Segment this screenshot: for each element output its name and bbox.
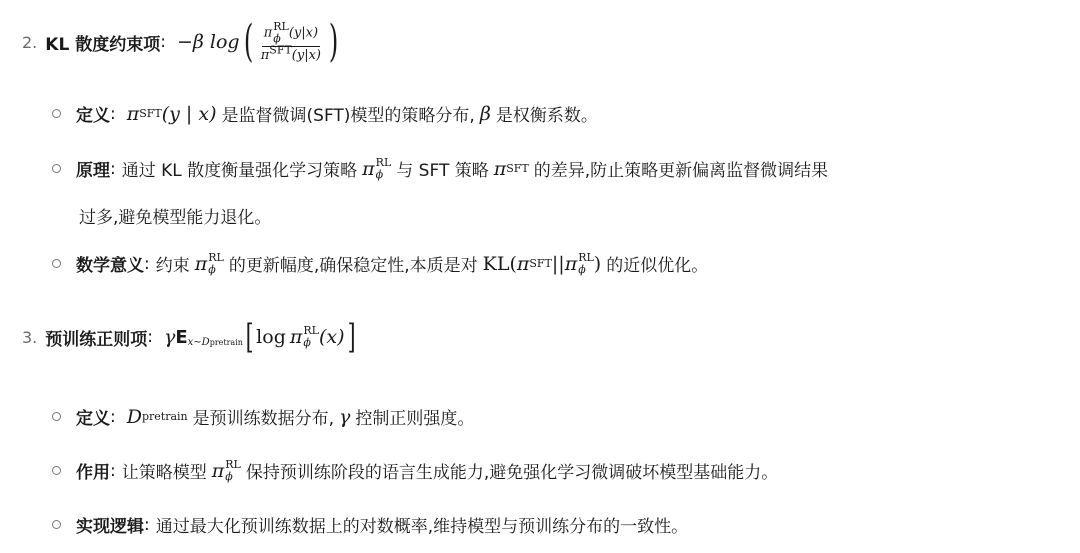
circle-bullet-icon: [52, 109, 61, 118]
minus-beta-log: −β log: [176, 31, 240, 53]
item-title: 预训练正则项: [45, 329, 148, 350]
sub-label: 定义: [76, 409, 110, 429]
circle-bullet-icon: [52, 164, 61, 173]
sub-text: 保持预训练阶段的语言生成能力,避免强化学习微调破坏模型基础能力。: [245, 463, 779, 483]
sub-label: 数学意义: [76, 256, 144, 276]
math-pi-rl: π RL ϕ: [362, 155, 392, 181]
sub-text: 控制正则强度。: [355, 409, 475, 429]
list-number: 2.: [22, 32, 38, 52]
sub-text: 通过 KL 散度衡量强化学习策略: [121, 161, 358, 181]
sub-text: 的更新幅度,确保稳定性,本质是对: [228, 256, 478, 276]
item-title: KL 散度约束项: [45, 34, 161, 55]
fraction: [259, 21, 323, 63]
sub-text: 与 SFT 策略: [396, 161, 489, 181]
circle-bullet-icon: [52, 520, 61, 529]
sub-item-principle: 原理 : 通过 KL 散度衡量强化学习策略 π RL ϕ 与 SFT 策略 π SFT 的差异,防止策略更新偏离监督微调结果: [52, 156, 828, 181]
sub-item-math-meaning: 数学意义 : 约束 π RL ϕ 的更新幅度,确保稳定性,本质是对 KL( π SFT || π RL ϕ ) 的近似优化。: [52, 251, 708, 276]
sub-text: 是预训练数据分布,: [192, 409, 335, 429]
sub-text: 是监督微调(SFT)模型的策略分布,: [221, 106, 475, 126]
sub-item-implementation: 实现逻辑 : 通过最大化预训练数据上的对数概率,维持模型与预训练分布的一致性。: [52, 512, 688, 537]
list-number: 3.: [22, 327, 38, 347]
circle-bullet-icon: [52, 466, 61, 475]
fraction-denominator: $\pi^{SFT}(y|x)$: [260, 43, 321, 63]
math-d-pretrain: D pretrain: [126, 405, 188, 428]
colon: :: [160, 32, 166, 52]
list-item-pretrain-regularizer: [22, 317, 363, 357]
math-pi-sft: π SFT: [493, 157, 529, 180]
colon: :: [147, 327, 153, 347]
sub-text: 通过最大化预训练数据上的对数概率,维持模型与预训练分布的一致性。: [155, 517, 689, 537]
math-pi-rl: π RL ϕ: [194, 250, 224, 276]
sub-text: 让策略模型: [121, 463, 207, 483]
sub-text: 约束: [155, 256, 190, 276]
sub-label: 定义: [76, 106, 110, 126]
math-kl: KL( π SFT || π RL ϕ ): [482, 250, 602, 276]
right-bracket: ]: [347, 317, 356, 357]
left-paren: (: [243, 16, 253, 67]
sub-item-definition: 定义 : D pretrain 是预训练数据分布, γ 控制正则强度。: [52, 404, 474, 429]
circle-bullet-icon: [52, 412, 61, 421]
math-pi-rl: π RL ϕ: [211, 457, 241, 483]
sub-text: 的近似优化。: [606, 256, 709, 276]
sub-text: 的差异,防止策略更新偏离监督微调结果: [533, 161, 829, 181]
pretrain-formula: γ E x∼Dpretrain [ log π RL ϕ (x) ]: [164, 317, 356, 357]
sub-item-definition: 定义 : π SFT (y | x) 是监督微调(SFT)模型的策略分布, β 是权衡系数。: [52, 101, 598, 126]
circle-bullet-icon: [52, 259, 61, 268]
sub-label: 实现逻辑: [76, 517, 144, 537]
math-beta: β: [479, 102, 491, 125]
sub-item-effect: 作用 : 让策略模型 π RL ϕ 保持预训练阶段的语言生成能力,避免强化学习微调破坏模型基础能力。: [52, 458, 778, 483]
sub-label: 作用: [76, 463, 110, 483]
math-pi-sft: π SFT (y | x): [126, 102, 217, 125]
right-paren: ): [328, 16, 339, 67]
sub-text: 是权衡系数。: [495, 106, 598, 126]
left-bracket: [: [245, 317, 254, 357]
fraction-numerator: π RL ϕ (y|x): [263, 20, 319, 45]
sub-text-continuation: 过多,避免模型能力退化。: [79, 208, 272, 228]
sub-label: 原理: [76, 161, 110, 181]
list-item-kl-constraint: [22, 16, 347, 67]
math-gamma: γ: [339, 405, 351, 428]
kl-formula: [176, 16, 342, 67]
